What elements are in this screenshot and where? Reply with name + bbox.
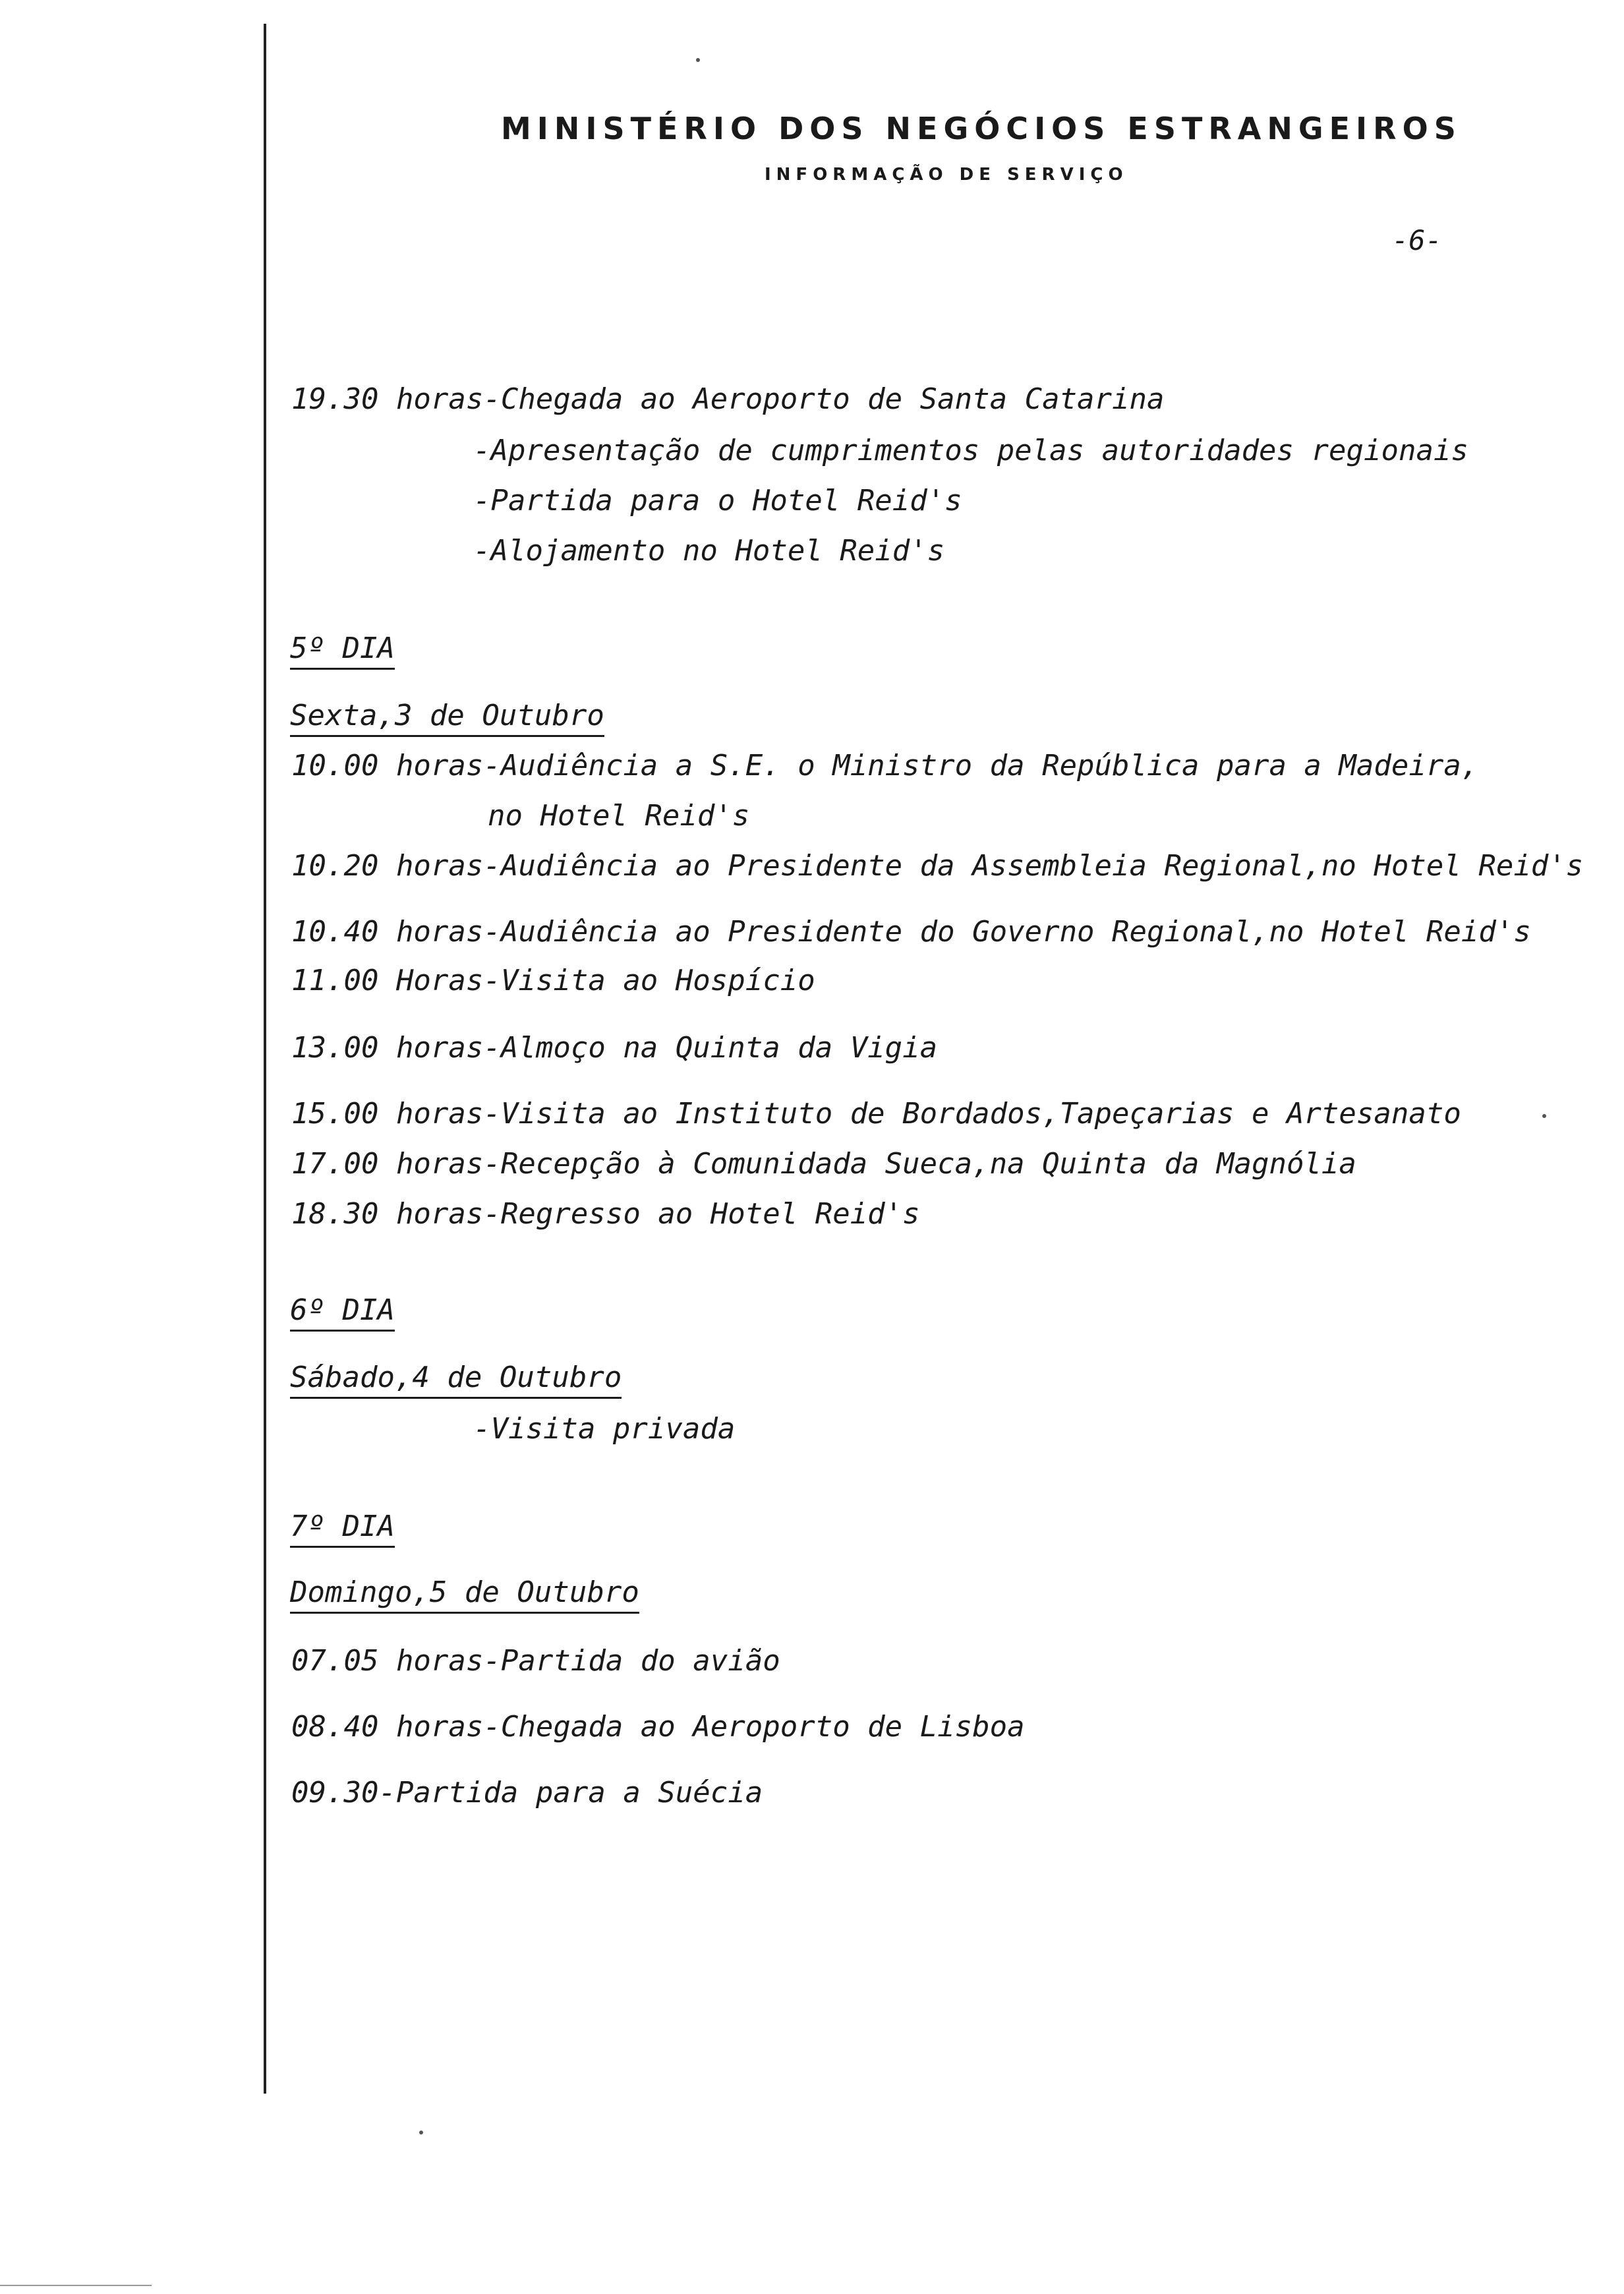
arrival-line: -Partida para o Hotel Reid's <box>473 484 962 517</box>
arrival-line: -Apresentação de cumprimentos pelas autoridades regionais <box>473 434 1468 467</box>
day-date: Sábado,4 de Outubro <box>290 1361 622 1399</box>
schedule-item: 13.00 horas-Almoço na Quinta da Vigia <box>291 1031 938 1065</box>
schedule-item: 11.00 Horas-Visita ao Hospício <box>291 964 815 997</box>
schedule-item: 07.05 horas-Partida do avião <box>291 1644 780 1678</box>
arrival-line: 19.30 horas-Chegada ao Aeroporto de Santa Catarina <box>291 382 1165 416</box>
scan-edge-line <box>0 2285 152 2286</box>
schedule-item: 09.30-Partida para a Suécia <box>291 1776 763 1809</box>
schedule-item: 15.00 horas-Visita ao Instituto de Bordados,Tapeçarias e Artesanato <box>291 1097 1461 1131</box>
schedule-item-continuation: no Hotel Reid's <box>488 799 750 833</box>
schedule-item: 10.20 horas-Audiência ao Presidente da Assembleia Regional,no Hotel Reid's <box>291 849 1584 883</box>
speck-mark <box>1542 1114 1546 1118</box>
day-heading: 5º DIA <box>290 632 395 670</box>
schedule-item: 18.30 horas-Regresso ao Hotel Reid's <box>291 1197 920 1231</box>
speck-mark <box>696 58 700 62</box>
schedule-item: 10.40 horas-Audiência ao Presidente do Governo Regional,no Hotel Reid's <box>291 915 1531 949</box>
day-heading: 6º DIA <box>290 1293 395 1332</box>
schedule-item: 10.00 horas-Audiência a S.E. o Ministro da República para a Madeira, <box>291 749 1479 782</box>
day-heading: 7º DIA <box>290 1510 395 1548</box>
schedule-item: -Visita privada <box>473 1412 736 1446</box>
schedule-item: 08.40 horas-Chegada ao Aeroporto de Lisboa <box>291 1710 1025 1744</box>
ministry-title: MINISTÉRIO DOS NEGÓCIOS ESTRANGEIROS <box>501 111 1462 146</box>
document-subtitle: INFORMAÇÃO DE SERVIÇO <box>765 165 1128 185</box>
arrival-line: -Alojamento no Hotel Reid's <box>473 534 945 568</box>
day-date: Domingo,5 de Outubro <box>290 1575 639 1614</box>
schedule-item: 17.00 horas-Recepção à Comunidada Sueca,na Quinta da Magnólia <box>291 1147 1356 1181</box>
page-number: -6- <box>1392 224 1442 256</box>
day-date: Sexta,3 de Outubro <box>290 699 604 737</box>
left-margin-rule <box>264 24 266 2094</box>
speck-mark <box>419 2131 423 2134</box>
